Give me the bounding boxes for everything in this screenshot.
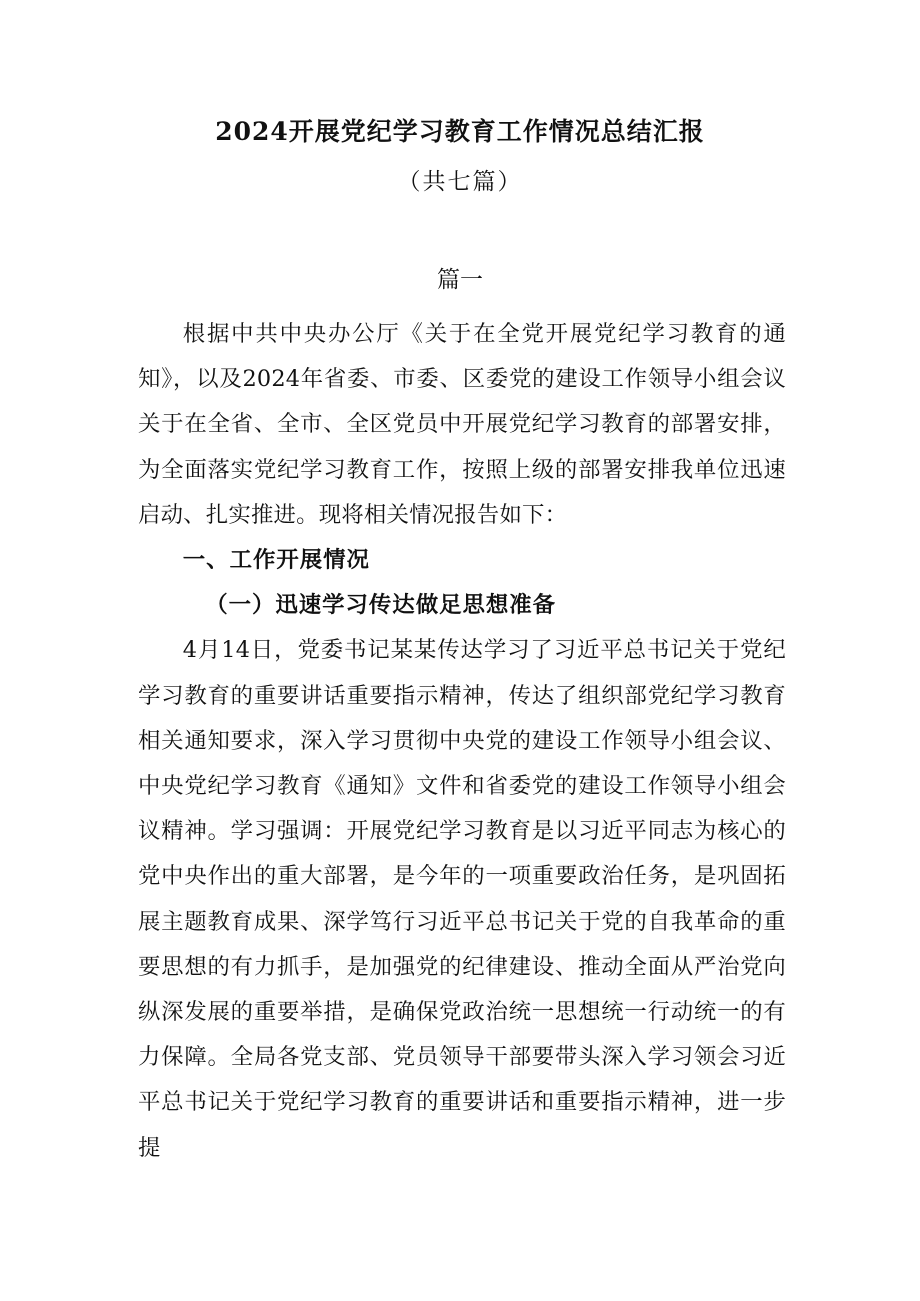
body-paragraph: 4月14日，党委书记某某传达学习了习近平总书记关于党纪学习教育的重要讲话重要指示精神，传达了组织部党纪学习教育相关通知要求，深入学习贯彻中央党的建设工作领导小组会议、中央党纪学习教育《通知》文件和省委党的建设工作领导小组会议精神。学习强调：开展党纪学习教育是以习近平同志为核心的党中央作出的重大部署，是今年的一项重要政治任务，是巩固拓展主题教育成果、深学笃行习近平总书记关于党的自我革命的重要思想的有力抓手，是加强党的纪律建设、推动全面从严治党向纵深发展的重要举措，是确保党政治统一思想统一行动统一的有力保障。全局各党支部、党员领导干部要带头深入学习领会习近平总书记关于党纪学习教育的重要讲话和重要指示精神，进一步提 — [138, 637, 786, 1161]
heading-study-preparation: （一）迅速学习传达做足思想准备 — [205, 592, 557, 619]
document-body — [138, 312, 786, 1171]
intro-paragraph: 根据中共中央办公厅《关于在全党开展党纪学习教育的通知》，以及2024年省委、市委、区委党的建设工作领导小组会议关于在全省、全市、全区党员中开展党纪学习教育的部署安排，为全面落实党纪学习教育工作，按照上级的部署安排我单位迅速启动、扎实推进。现将相关情况报告如下： — [138, 321, 786, 528]
heading-work-progress: 一、工作开展情况 — [182, 547, 370, 574]
document-title: 2024开展党纪学习教育工作情况总结汇报 — [215, 117, 705, 146]
section-title: 篇一 — [437, 267, 483, 293]
document-subtitle: （共七篇） — [397, 169, 523, 195]
